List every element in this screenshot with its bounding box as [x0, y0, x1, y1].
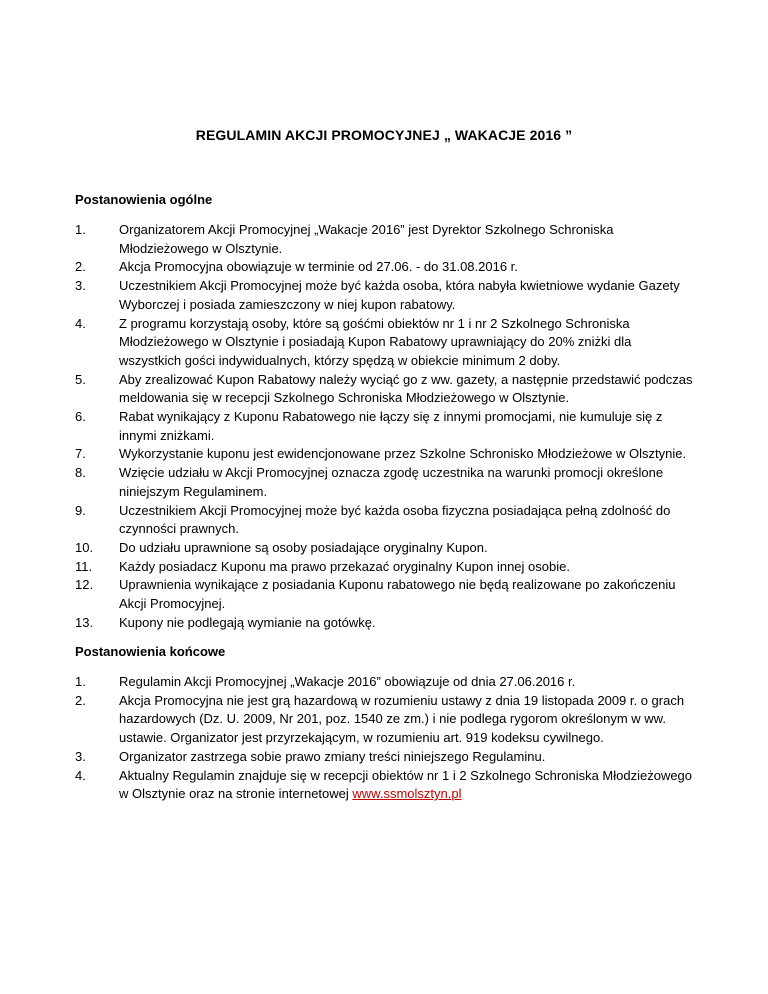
list-item-text: Z programu korzystają osoby, które są gośćmi obiektów nr 1 i nr 2 Szkolnego Schroniska Młodzieżowego w Olsztynie i posiadają Kupon Rabatowy uprawniający do 20% zniżki dla wszystkich gości indywidualnych, którzy spędzą w obiekcie minimum 2 doby. [119, 315, 632, 368]
final-provisions-list [75, 673, 695, 804]
list-item-number: 4. [75, 767, 86, 783]
list-item [75, 315, 695, 371]
document-title: REGULAMIN AKCJI PROMOCYJNEJ „ WAKACJE 2016 ” [195, 127, 573, 143]
list-item-text: Uczestnikiem Akcji Promocyjnej może być każda osoba fizyczna posiadająca pełną zdolność do czynności prawnych. [119, 502, 671, 537]
list-item-text: Wzięcie udziału w Akcji Promocyjnej oznacza zgodę uczestnika na warunki promocji określone niniejszym Regulaminem. [119, 465, 664, 499]
list-item [75, 692, 695, 748]
list-item-number: 13. [75, 614, 94, 630]
list-item-number: 7. [75, 446, 86, 462]
list-item-number: 4. [75, 315, 86, 331]
list-item [75, 539, 695, 558]
list-item [75, 445, 695, 464]
list-item-text: Organizator zastrzega sobie prawo zmiany treści niniejszego Regulaminu. [119, 748, 546, 764]
list-item-text: Aby zrealizować Kupon Rabatowy należy wyciąć go z ww. gazety, a następnie przedstawić podczas meldowania się w recepcji Szkolnego Schroniska Młodzieżowego w Olsztynie. [119, 371, 693, 406]
list-item [75, 221, 695, 258]
list-item [75, 408, 695, 445]
final-provisions-heading: Postanowienia końcowe [75, 644, 226, 659]
list-item-text: Regulamin Akcji Promocyjnej „Wakacje 2016” obowiązuje od dnia 27.06.2016 r. [119, 674, 576, 689]
list-item-text: Akcja Promocyjna nie jest grą hazardową w rozumieniu ustawy z dnia 19 listopada 2009 r. o grach hazardowych (Dz. U. 2009, Nr 201, poz. 1540 ze zm.) i nie podlega rygorom określonym w ww. ustawie. Organizator jest przyrzekającym, w rozumieniu art. 919 kodeksu cywilnego. [119, 692, 685, 746]
list-item-number: 10. [75, 539, 94, 555]
website-link[interactable]: www.ssmolsztyn.pl [352, 786, 462, 802]
list-item-text: Kupony nie podlegają wymianie na gotówkę. [119, 614, 376, 630]
list-item-text: Organizatorem Akcji Promocyjnej „Wakacje 2016” jest Dyrektor Szkolnego Schroniska Młodzieżowego w Olsztynie. [119, 222, 614, 256]
list-item-text: Do udziału uprawnione są osoby posiadające oryginalny Kupon. [119, 539, 488, 555]
list-item-number: 5. [75, 371, 86, 387]
list-item-text: Wykorzystanie kuponu jest ewidencjonowane przez Szkolne Schronisko Młodzieżowe w Olsztynie. [119, 446, 687, 462]
list-item-number: 3. [75, 748, 86, 764]
general-provisions-list [75, 221, 695, 632]
list-item [75, 277, 695, 314]
list-item-number: 11. [75, 558, 93, 574]
list-item [75, 576, 695, 613]
list-item-number: 8. [75, 465, 86, 481]
list-item-text: Rabat wynikający z Kuponu Rabatowego nie łączy się z innymi promocjami, nie kumuluje się z innymi zniżkami. [119, 409, 663, 443]
list-item [75, 258, 695, 277]
list-item-number: 3. [75, 278, 86, 294]
list-item-text: Uczestnikiem Akcji Promocyjnej może być każda osoba, która nabyła kwietniowe wydanie Gazety Wyborczej i posiada zamieszczony w niej kupon rabatowy. [119, 278, 680, 312]
list-item-number: 2. [75, 259, 86, 275]
list-item [75, 558, 695, 577]
list-item [75, 614, 695, 633]
list-item-number: 6. [75, 409, 86, 425]
list-item [75, 673, 695, 692]
list-item-text: Uprawnienia wynikające z posiadania Kuponu rabatowego nie będą realizowane po zakończeniu Akcji Promocyjnej. [119, 577, 676, 612]
list-item-number: 9. [75, 502, 86, 518]
list-item [75, 767, 695, 804]
list-item-number: 12. [75, 577, 94, 593]
list-item [75, 464, 695, 501]
list-item-text: Każdy posiadacz Kuponu ma prawo przekazać oryginalny Kupon innej osobie. [119, 558, 570, 574]
general-provisions-heading: Postanowienia ogólne [75, 192, 213, 207]
list-item [75, 502, 695, 539]
list-item-number: 2. [75, 692, 86, 708]
list-item-number: 1. [75, 222, 86, 237]
list-item-text: Akcja Promocyjna obowiązuje w terminie od 27.06. - do 31.08.2016 r. [119, 259, 518, 275]
list-item-text: Aktualny Regulamin znajduje się w recepcji obiektów nr 1 i 2 Szkolnego Schroniska Młodzieżowego w Olsztynie oraz na stronie internetowej [119, 767, 693, 802]
list-item [75, 748, 695, 767]
list-item [75, 371, 695, 408]
list-item-number: 1. [75, 674, 86, 689]
